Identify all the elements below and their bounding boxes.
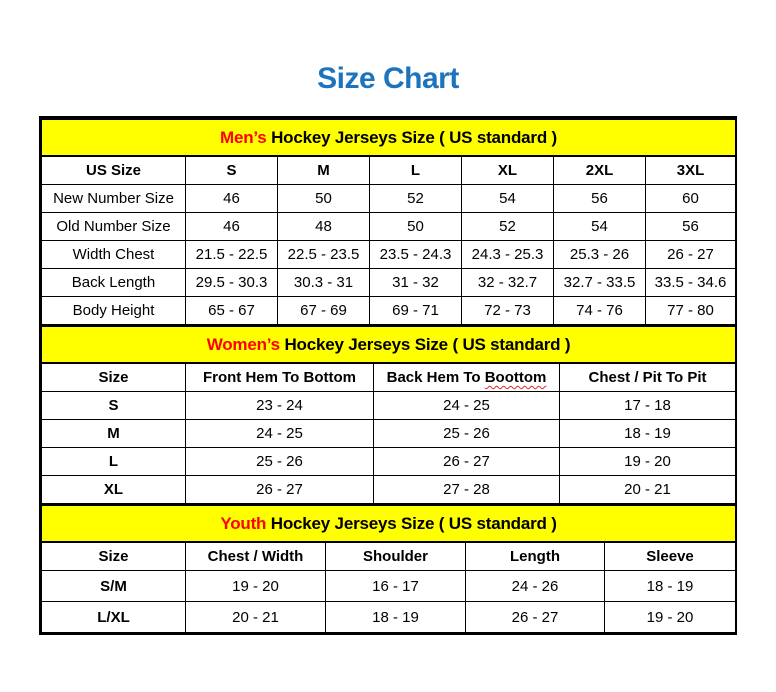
womens-size-table bbox=[41, 325, 736, 504]
column-header: Chest / Pit To Pit bbox=[560, 363, 736, 392]
misspelled-word-wavy-underline: Boottom bbox=[484, 369, 547, 386]
size-value: 24 - 25 bbox=[374, 392, 560, 420]
column-header: Front Hem To Bottom bbox=[186, 363, 374, 392]
size-value: 19 - 20 bbox=[560, 448, 736, 476]
row-label: XL bbox=[42, 476, 186, 504]
mens-section-band bbox=[42, 119, 736, 156]
womens-heading-rest: Hockey Jerseys Size ( US standard ) bbox=[279, 334, 571, 354]
mens-heading-rest: Hockey Jerseys Size ( US standard ) bbox=[266, 127, 558, 147]
column-header: L bbox=[370, 156, 462, 185]
size-value: 48 bbox=[278, 213, 370, 241]
size-chart-table bbox=[39, 116, 737, 635]
size-value: 24 - 25 bbox=[186, 420, 374, 448]
size-value: 46 bbox=[186, 185, 278, 213]
size-value: 50 bbox=[278, 185, 370, 213]
size-value: 65 - 67 bbox=[186, 297, 278, 325]
table-row bbox=[42, 269, 736, 297]
table-row bbox=[42, 241, 736, 269]
size-value: 54 bbox=[554, 213, 646, 241]
womens-section-heading bbox=[42, 326, 736, 363]
size-value: 30.3 - 31 bbox=[278, 269, 370, 297]
size-value: 25 - 26 bbox=[186, 448, 374, 476]
size-value: 69 - 71 bbox=[370, 297, 462, 325]
size-value: 22.5 - 23.5 bbox=[278, 241, 370, 269]
size-value: 23.5 - 24.3 bbox=[370, 241, 462, 269]
column-header: 3XL bbox=[646, 156, 736, 185]
size-value: 32 - 32.7 bbox=[462, 269, 554, 297]
size-value: 46 bbox=[186, 213, 278, 241]
size-value: 54 bbox=[462, 185, 554, 213]
table-row bbox=[42, 185, 736, 213]
size-value: 31 - 32 bbox=[370, 269, 462, 297]
size-value: 52 bbox=[370, 185, 462, 213]
mens-section-heading bbox=[42, 119, 736, 156]
column-header: Size bbox=[42, 363, 186, 392]
row-label: Back Length bbox=[42, 269, 186, 297]
row-label: New Number Size bbox=[42, 185, 186, 213]
mens-header-row bbox=[42, 156, 736, 185]
size-value: 26 - 27 bbox=[466, 602, 605, 633]
column-header: Chest / Width bbox=[186, 542, 326, 571]
size-value: 24 - 26 bbox=[466, 571, 605, 602]
womens-section-band bbox=[42, 326, 736, 363]
column-header bbox=[374, 363, 560, 392]
column-header: XL bbox=[462, 156, 554, 185]
size-value: 50 bbox=[370, 213, 462, 241]
size-value: 18 - 19 bbox=[326, 602, 466, 633]
column-header: Sleeve bbox=[605, 542, 736, 571]
youth-section-band bbox=[42, 505, 736, 542]
mens-size-table bbox=[41, 118, 736, 325]
column-header: S bbox=[186, 156, 278, 185]
size-value: 21.5 - 22.5 bbox=[186, 241, 278, 269]
row-label: S/M bbox=[42, 571, 186, 602]
table-row bbox=[42, 392, 736, 420]
size-value: 17 - 18 bbox=[560, 392, 736, 420]
size-value: 72 - 73 bbox=[462, 297, 554, 325]
row-label: M bbox=[42, 420, 186, 448]
table-row bbox=[42, 297, 736, 325]
youth-section-heading bbox=[42, 505, 736, 542]
column-header: US Size bbox=[42, 156, 186, 185]
size-value: 52 bbox=[462, 213, 554, 241]
size-value: 18 - 19 bbox=[605, 571, 736, 602]
table-row bbox=[42, 448, 736, 476]
column-header: 2XL bbox=[554, 156, 646, 185]
column-header: Shoulder bbox=[326, 542, 466, 571]
size-value: 25.3 - 26 bbox=[554, 241, 646, 269]
size-value: 26 - 27 bbox=[374, 448, 560, 476]
youth-size-table bbox=[41, 504, 736, 633]
table-row bbox=[42, 213, 736, 241]
womens-heading-accent: Women’s bbox=[206, 334, 280, 354]
youth-heading-accent: Youth bbox=[220, 513, 267, 533]
row-label: Old Number Size bbox=[42, 213, 186, 241]
size-value: 16 - 17 bbox=[326, 571, 466, 602]
size-value: 33.5 - 34.6 bbox=[646, 269, 736, 297]
size-value: 20 - 21 bbox=[560, 476, 736, 504]
youth-header-row bbox=[42, 542, 736, 571]
size-value: 56 bbox=[554, 185, 646, 213]
mens-heading-accent: Men’s bbox=[220, 127, 267, 147]
size-value: 77 - 80 bbox=[646, 297, 736, 325]
size-value: 26 - 27 bbox=[186, 476, 374, 504]
size-value: 19 - 20 bbox=[186, 571, 326, 602]
size-value: 24.3 - 25.3 bbox=[462, 241, 554, 269]
row-label: Body Height bbox=[42, 297, 186, 325]
row-label: L/XL bbox=[42, 602, 186, 633]
size-value: 19 - 20 bbox=[605, 602, 736, 633]
size-value: 27 - 28 bbox=[374, 476, 560, 504]
size-value: 23 - 24 bbox=[186, 392, 374, 420]
size-value: 67 - 69 bbox=[278, 297, 370, 325]
size-value: 32.7 - 33.5 bbox=[554, 269, 646, 297]
column-header-text: Back Hem To bbox=[386, 369, 485, 386]
size-value: 25 - 26 bbox=[374, 420, 560, 448]
table-row bbox=[42, 602, 736, 633]
size-value: 18 - 19 bbox=[560, 420, 736, 448]
row-label: L bbox=[42, 448, 186, 476]
size-value: 60 bbox=[646, 185, 736, 213]
size-value: 29.5 - 30.3 bbox=[186, 269, 278, 297]
column-header: M bbox=[278, 156, 370, 185]
table-row bbox=[42, 476, 736, 504]
size-value: 56 bbox=[646, 213, 736, 241]
row-label: S bbox=[42, 392, 186, 420]
size-value: 26 - 27 bbox=[646, 241, 736, 269]
page-title: Size Chart bbox=[317, 62, 459, 95]
youth-heading-rest: Hockey Jerseys Size ( US standard ) bbox=[266, 513, 557, 533]
table-row bbox=[42, 420, 736, 448]
table-row bbox=[42, 571, 736, 602]
row-label: Width Chest bbox=[42, 241, 186, 269]
column-header: Length bbox=[466, 542, 605, 571]
column-header: Size bbox=[42, 542, 186, 571]
size-value: 74 - 76 bbox=[554, 297, 646, 325]
womens-header-row bbox=[42, 363, 736, 392]
size-value: 20 - 21 bbox=[186, 602, 326, 633]
